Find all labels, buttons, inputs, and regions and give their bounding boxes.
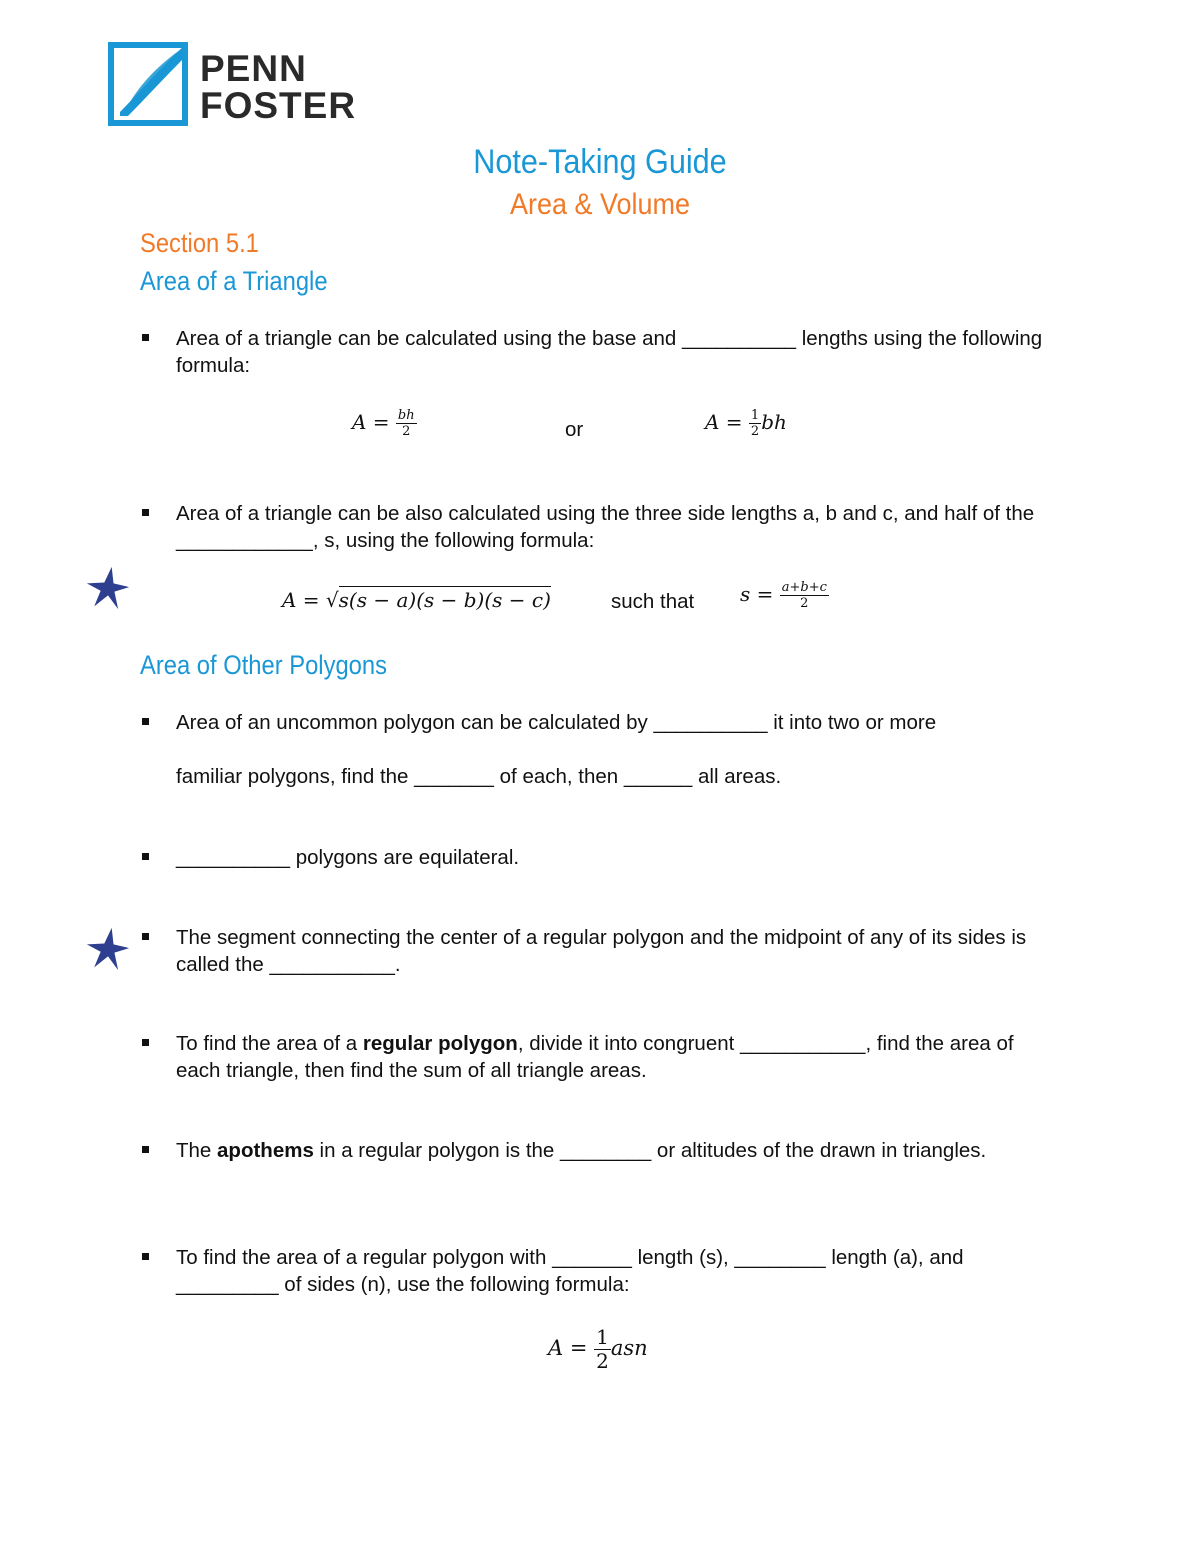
fraction-denominator: 2 [750, 424, 760, 439]
formula-lhs: A = [352, 410, 390, 434]
bullet-text: Area of an uncommon polygon can be calculated by __________ it into two or more [176, 711, 937, 734]
section-heading-polygons: Area of Other Polygons [140, 650, 387, 680]
formula-rest: asn [610, 1336, 648, 1360]
page-subtitle: Area & Volume [509, 188, 691, 221]
fraction-numerator: 1 [596, 1325, 609, 1349]
bullet-text: The segment connecting the center of a regular polygon and the midpoint of any of its sides is called the ___________. [176, 926, 1027, 976]
bullet-marker [142, 853, 152, 863]
quill-logo-icon [108, 42, 188, 126]
fraction-numerator: bh [397, 408, 415, 423]
formula-semiperimeter [740, 580, 829, 611]
bullet-marker [142, 1253, 152, 1263]
fraction-denominator: 2 [402, 424, 411, 439]
bullet-text-post: in a regular polygon is the ________ or altitudes of the drawn in triangles. [313, 1139, 987, 1162]
bullet-marker [142, 718, 152, 728]
bold-term-regular-polygon: regular polygon [362, 1032, 518, 1055]
fraction-denominator: 2 [596, 1349, 609, 1373]
formula-lhs: A = [548, 1336, 588, 1360]
sqrt-symbol: √ [325, 588, 339, 612]
formula-such-that: such that [611, 590, 695, 613]
fraction-denominator: 2 [800, 596, 809, 611]
bullet-marker [142, 1146, 152, 1156]
page-title: Note-Taking Guide [473, 143, 727, 181]
formula-area-bh-over-2 [352, 408, 417, 439]
bullet-marker [142, 933, 152, 943]
logo-text-foster: FOSTER [200, 85, 357, 126]
star-icon [85, 565, 131, 611]
star-icon [85, 926, 131, 972]
formula-lhs: s = [740, 582, 774, 606]
bullet-marker [142, 509, 152, 519]
bullet-text [176, 1137, 1056, 1164]
logo-text-penn: PENN [200, 48, 307, 89]
radicand: s(s − a)(s − b)(s − c) [338, 588, 551, 612]
section-number: Section 5.1 [140, 228, 259, 258]
formula-lhs: A = [705, 410, 743, 434]
bullet-marker [142, 334, 152, 344]
penn-foster-logo [108, 42, 378, 128]
bullet-marker [142, 1039, 152, 1049]
fraction-numerator: a+b+c [781, 580, 827, 595]
formula-regular-polygon-area [548, 1326, 648, 1373]
bullet-text-pre: The [176, 1139, 218, 1162]
bullet-text: __________ polygons are equilateral. [176, 846, 520, 869]
bullet-text: Area of a triangle can be also calculated using the three side lengths a, b and c, and half of the ____________, s, using the following formula: [176, 502, 1035, 552]
formula-or: or [565, 418, 584, 441]
bullet-text-post: , divide it into congruent ___________, find the area of each triangle, then find the sum of all triangle areas. [176, 1032, 1014, 1082]
bullet-text-pre: To find the area of a [176, 1032, 363, 1055]
fraction-numerator: 1 [750, 408, 760, 423]
section-heading-triangle: Area of a Triangle [140, 266, 328, 296]
bullet-text: Area of a triangle can be calculated using the base and __________ lengths using the following formula: [176, 327, 1043, 377]
formula-heron [282, 588, 551, 612]
formula-lhs: A = [282, 588, 320, 612]
formula-area-half-bh [705, 408, 787, 439]
formula-rest: bh [761, 410, 787, 434]
bullet-text: To find the area of a regular polygon with _______ length (s), ________ length (a), and _________ of sides (n), use the following formula: [176, 1246, 964, 1296]
bold-term-apothems: apothems [217, 1139, 314, 1162]
bullet-text [176, 1030, 1056, 1084]
bullet-text-continued: familiar polygons, find the _______ of each, then ______ all areas. [176, 765, 782, 788]
